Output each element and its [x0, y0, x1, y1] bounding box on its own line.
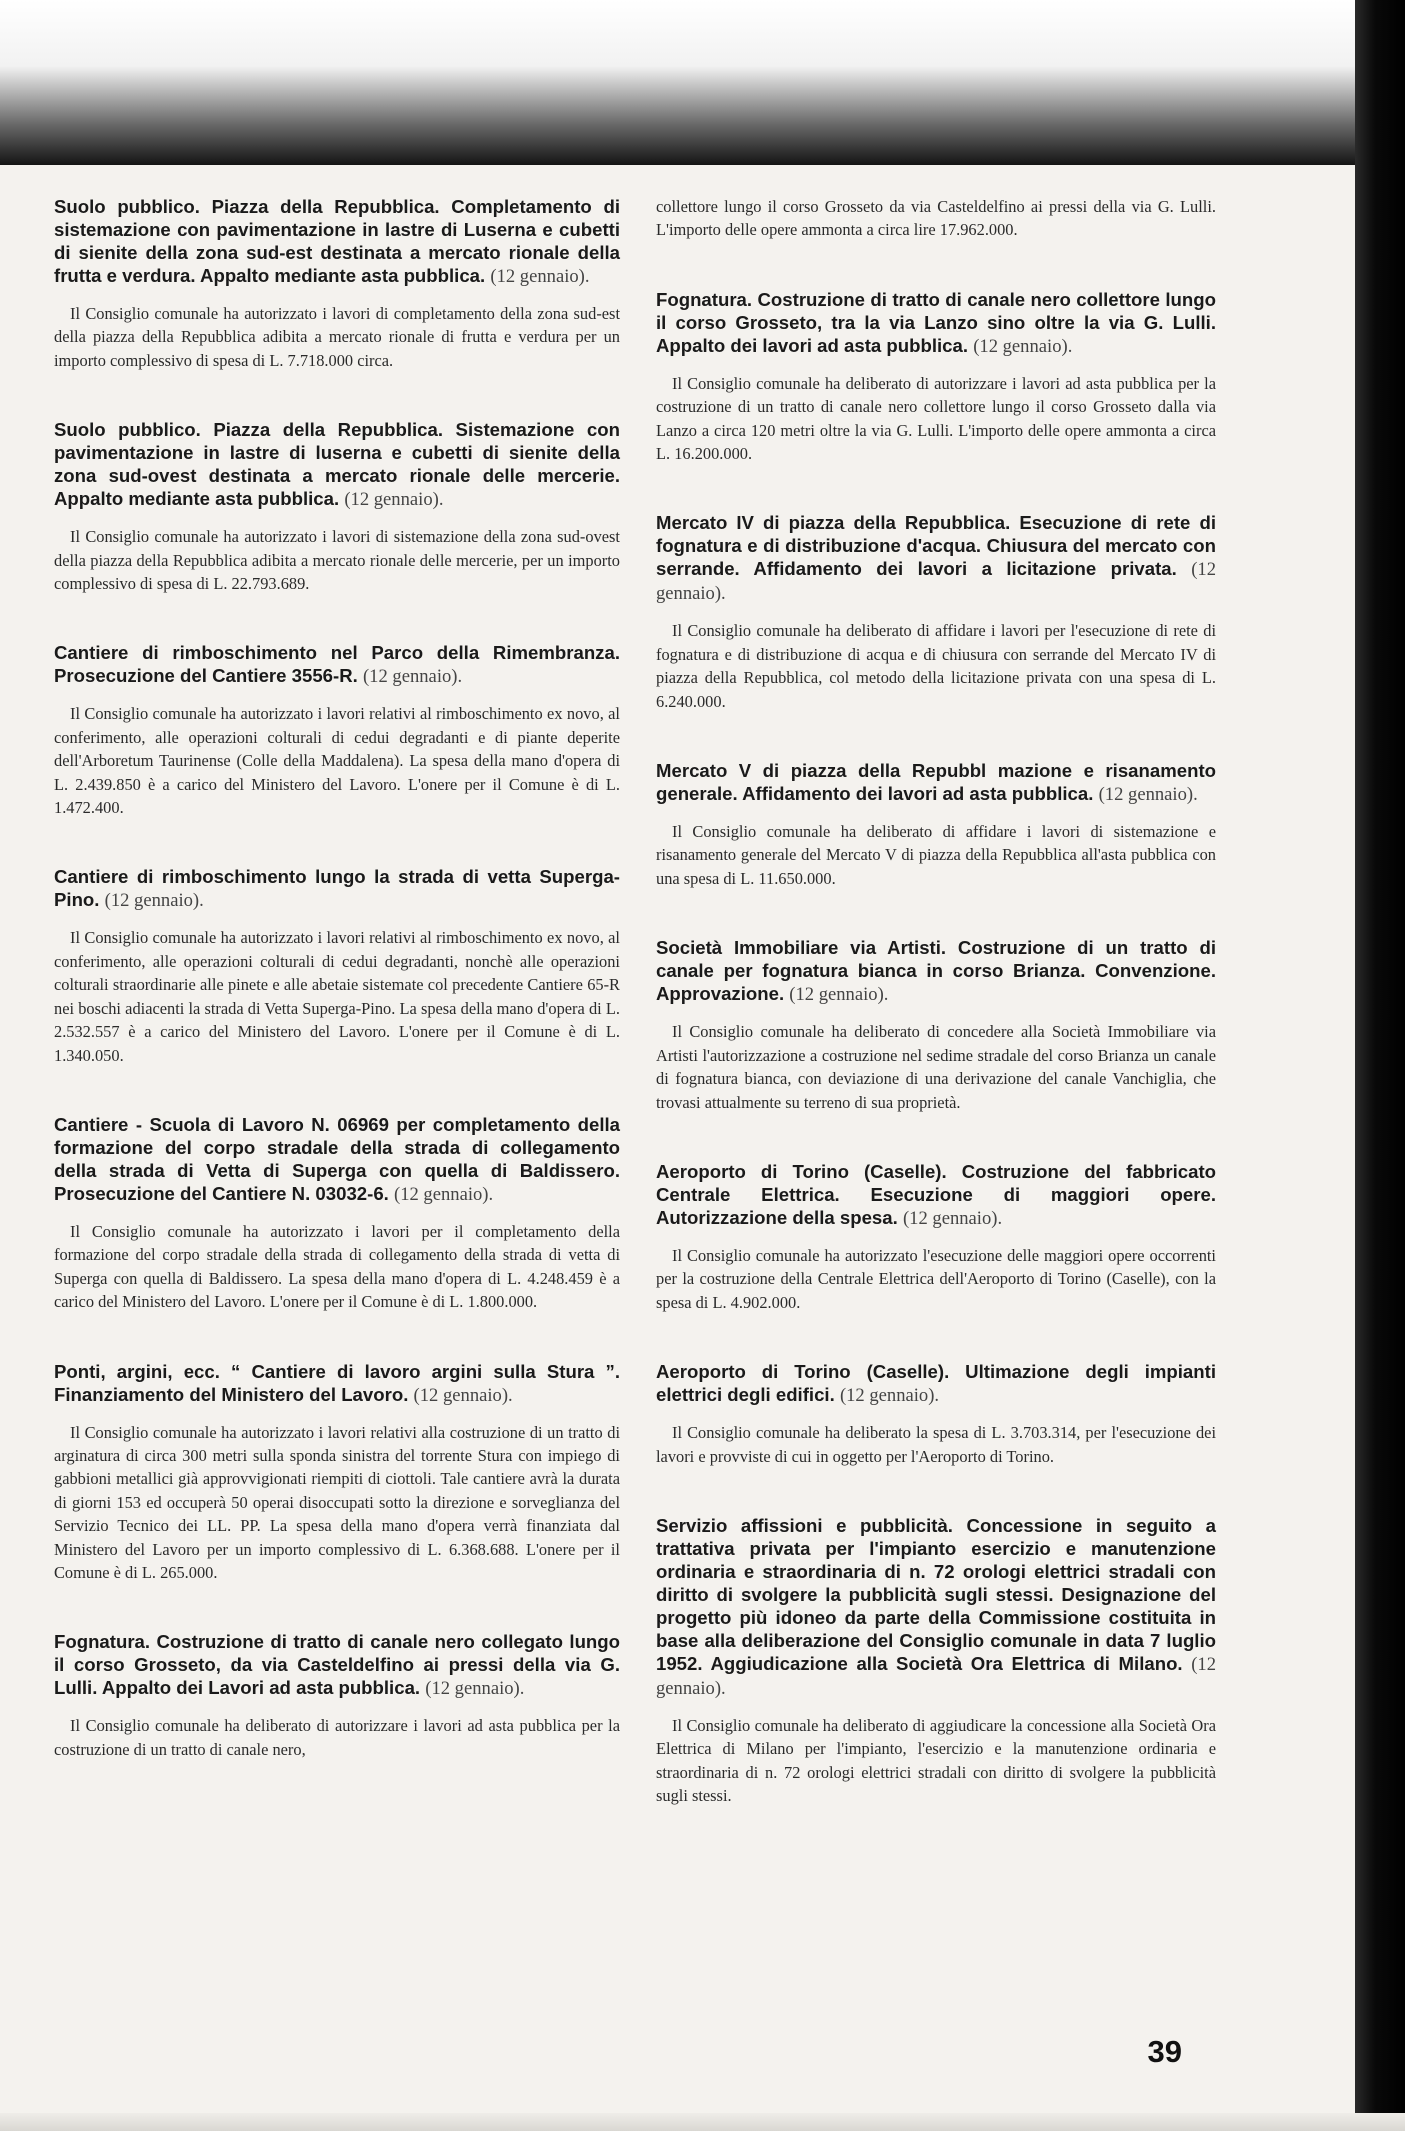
entry-date: (12 gennaio). [394, 1183, 494, 1205]
entry-heading: Mercato V di piazza della Repubbl mazione e risanamento generale. Affidamento dei lavori ad asta pubblica. (12 gennaio). [656, 760, 1216, 806]
entry-heading: Aeroporto di Torino (Caselle). Ultimazione degli impianti elettrici degli edifici. (12 gennaio). [656, 1361, 1216, 1407]
entry-suolo-pubblico-sud-est [54, 195, 620, 372]
entry-suolo-pubblico-sud-ovest [54, 418, 620, 595]
entry-fognatura-lanzo [656, 288, 1216, 466]
entry-date: (12 gennaio). [973, 335, 1073, 357]
entry-mercato-v [656, 759, 1216, 890]
entry-body: Il Consiglio comunale ha autorizzato i lavori di completamento della zona sud-est della piazza della Repubblica adibita a mercato rionale di frutta e verdura per un importo complessivo di spesa di L. 7.718.000 circa. [54, 304, 620, 370]
entry-date: (12 gennaio). [1098, 784, 1198, 806]
entry-date: (12 gennaio). [344, 489, 444, 511]
entry-aeroporto-centrale [656, 1160, 1216, 1314]
entry-heading: Suolo pubblico. Piazza della Repubblica. Sistemazione con pavimentazione in lastre di luserna e cubetti di sienite della zona sud-ovest destinata a mercato rionale delle mercerie. Appalto mediante asta pubblica. (12 gennaio). [54, 419, 620, 511]
entry-body: Il Consiglio comunale ha autorizzato l'esecuzione delle maggiori opere occorrenti per la costruzione della Centrale Elettrica dell'Aeroporto di Torino (Caselle), con la spesa di L. 4.902.000. [656, 1245, 1216, 1312]
page-number: 39 [1147, 2034, 1182, 2069]
entry-body: Il Consiglio comunale ha autorizzato i lavori relativi al rimboschimento ex novo, al conferimento, alle operazioni colturali di cedui degradanti, nonchè alle operazioni colturali straordinarie alle pinete e alle abetaie sistemate col precedente Cantiere 65-R nei boschi adiacenti la strada di Vetta Superga-Pino. La spesa della mano d'opera di L. 2.532.557 è a carico del Ministero del Lavoro. L'onere per il Comune è di L. 1.340.050. [54, 928, 620, 1065]
entry-date: (12 gennaio). [902, 1207, 1003, 1229]
entry-heading: Società Immobiliare via Artisti. Costruzione di un tratto di canale per fognatura bianca in corso Brianza. Convenzione. Approvazione. (12 gennaio). [656, 937, 1216, 1006]
entry-body: Il Consiglio comunale ha deliberato di affidare i lavori di sistemazione e risanamento generale del Mercato V di piazza della Repubblica all'asta pubblica con una spesa di L. 11.650.000. [656, 822, 1216, 888]
entry-date: (12 gennaio). [362, 666, 463, 688]
entry-body: Il Consiglio comunale ha deliberato di aggiudicare la concessione alla Società Ora Elettrica di Milano per l'impianto, l'esercizio e la manutenzione ordinaria e straordinaria di n. 72 orologi elettrici stradali con diritto di svolgere la pubblicità sugli stessi. [656, 1715, 1216, 1806]
entry-body: Il Consiglio comunale ha autorizzato i lavori relativi al rimboschimento ex novo, al conferimento, alle operazioni colturali di cedui degradanti e di piante deperite dell'Arboretum Taurinense (Colle della Maddalena). La spesa della mano d'opera di L. 2.439.850 è a carico del Ministero del Lavoro. L'onere per il Comune è di L. 1.472.400. [54, 704, 620, 818]
entry-aeroporto-impianti [656, 1360, 1216, 1468]
entry-body: Il Consiglio comunale ha deliberato di affidare i lavori per l'esecuzione di rete di fognatura e di distribuzione di acqua e di chiusura con serrande del Mercato IV di piazza della Repubblica, col metodo della licitazione privata con una spesa di L. 6.240.000. [656, 621, 1216, 711]
right-column [656, 195, 1216, 1854]
entry-heading: Ponti, argini, ecc. “ Cantiere di lavoro argini sulla Stura ”. Finanziamento del Ministero del Lavoro. (12 gennaio). [54, 1360, 620, 1406]
scan-top-shadow [0, 0, 1405, 165]
entry-date: (12 gennaio). [413, 1384, 513, 1406]
entry-cantiere-superga-pino [54, 865, 620, 1066]
entry-body: Il Consiglio comunale ha deliberato di autorizzare i lavori ad asta pubblica per la costruzione di un tratto di canale nero, [54, 1716, 620, 1759]
entry-body: Il Consiglio comunale ha autorizzato i lavori per il completamento della formazione del corpo stradale della strada di collegamento della strada di vetta di Superga con quella di Baldissero. La spesa della mano d'opera di L. 4.248.459 è a carico del Ministero del Lavoro. L'onere per il Comune è di L. 1.800.000. [54, 1221, 620, 1312]
entry-date: (12 gennaio). [839, 1385, 940, 1407]
entry-heading: Fognatura. Costruzione di tratto di canale nero collettore lungo il corso Grosseto, tra la via Lanzo sino oltre la via G. Lulli. Appalto dei lavori ad asta pubblica. (12 gennaio). [656, 288, 1216, 357]
entry-heading: Aeroporto di Torino (Caselle). Costruzione del fabbricato Centrale Elettrica. Esecuzione di maggiori opere. Autorizzazione della spesa. (12 gennaio). [656, 1160, 1216, 1229]
entry-heading: Suolo pubblico. Piazza della Repubblica. Completamento di sistemazione con pavimentazione in lastre di Luserna e cubetti di sienite della zona sud-est destinata a mercato rionale della frutta e verdura. Appalto mediante asta pubblica. (12 gennaio). [54, 196, 620, 287]
entry-body: Il Consiglio comunale ha autorizzato i lavori relativi alla costruzione di un tratto di arginatura di circa 300 metri sulla sponda sinistra del torrente Stura con impiego di gabbioni metallici già approvvigionati riempiti di ciottoli. Tale cantiere avrà la durata di giorni 153 ed occuperà 50 operai disoccupati sotto la direzione e sorveglianza del Servizio Tecnico dei LL. PP. La spesa della mano d'opera verrà finanziata dal Ministero del Lavoro per un importo complessivo di L. 6.368.688. L'onere per il Comune è di L. 265.000. [54, 1422, 620, 1582]
entry-date: (12 gennaio). [104, 890, 204, 912]
entry-body: Il Consiglio comunale ha deliberato di autorizzare i lavori ad asta pubblica per la costruzione di un tratto di canale nero collettore lungo il corso Grosseto dalla via Lanzo a circa 120 metri oltre la via G. Lulli. L'importo delle opere ammonta a circa L. 16.200.000. [656, 373, 1216, 464]
entry-body: collettore lungo il corso Grosseto da via Casteldelfino ai pressi della via G. Lulli. L'importo delle opere ammonta a circa lire 17.962.000. [656, 197, 1216, 240]
entry-date: (12 gennaio). [789, 984, 889, 1006]
entry-continuation [656, 195, 1216, 242]
scan-right-shadow [1355, 0, 1405, 2131]
entry-cantiere-scuola-lavoro [54, 1113, 620, 1314]
entry-heading: Cantiere di rimboschimento nel Parco della Rimembranza. Prosecuzione del Cantiere 3556-R. (12 gennaio). [54, 642, 620, 688]
entry-body: Il Consiglio comunale ha deliberato di concedere alla Società Immobiliare via Artisti l'autorizzazione a costruzione nel sedime stradale del corso Brianza un canale di fognatura bianca, con deviazione di una derivazione del canale Vanchiglia, che trovasi attualmente su terreno di sua proprietà. [656, 1022, 1216, 1112]
entry-servizio-affissioni [656, 1514, 1216, 1808]
entry-body: Il Consiglio comunale ha deliberato la spesa di L. 3.703.314, per l'esecuzione dei lavori e provviste di cui in oggetto per l'Aeroporto di Torino. [656, 1423, 1216, 1466]
entry-mercato-iv [656, 511, 1216, 713]
entry-date: (12 gennaio). [425, 1678, 525, 1700]
entry-societa-immobiliare [656, 936, 1216, 1114]
entry-heading: Servizio affissioni e pubblicità. Concessione in seguito a trattativa privata per l'impianto esercizio e manutenzione ordinaria e straordinaria di n. 72 orologi elettrici stradali con diritto di svolgere la pubblicità sugli stessi. Designazione del progetto più idoneo da parte della Commissione costituita in base alla deliberazione del Consiglio comunale in data 7 luglio 1952. Aggiudicazione alla Società Ora Elettrica di Milano. (12 gennaio). [656, 1514, 1216, 1699]
entry-date: (12 gennaio). [490, 266, 590, 287]
entry-body: Il Consiglio comunale ha autorizzato i lavori di sistemazione della zona sud-ovest della piazza della Repubblica adibita a mercato rionale delle mercerie, per un importo complessivo di spesa di L. 22.793.689. [54, 527, 620, 594]
entry-date: (12 gennaio). [656, 559, 1217, 605]
entry-heading: Cantiere di rimboschimento lungo la strada di vetta Superga-Pino. (12 gennaio). [54, 866, 620, 912]
entry-date: (12 gennaio). [656, 1653, 1216, 1699]
entry-cantiere-rimembranza [54, 641, 620, 819]
scan-bottom-edge [0, 2113, 1405, 2131]
entry-heading: Fognatura. Costruzione di tratto di canale nero collegato lungo il corso Grosseto, da via Casteldelfino ai pressi della via G. Lulli. Appalto dei Lavori ad asta pubblica. (12 gennaio). [54, 1631, 620, 1700]
entry-heading: Cantiere - Scuola di Lavoro N. 06969 per completamento della formazione del corpo stradale della strada di collegamento della strada di Vetta di Superga con quella di Baldissero. Prosecuzione del Cantiere N. 03032-6. (12 gennaio). [54, 1113, 620, 1205]
left-column [54, 195, 620, 1807]
entry-argini-stura [54, 1360, 620, 1585]
entry-heading: Mercato IV di piazza della Repubblica. Esecuzione di rete di fognatura e di distribuzione d'acqua. Chiusura del mercato con serrande. Affidamento dei lavori a licitazione privata. (12 gennaio). [656, 512, 1217, 605]
entry-fognatura-casteldelfino [54, 1630, 620, 1761]
